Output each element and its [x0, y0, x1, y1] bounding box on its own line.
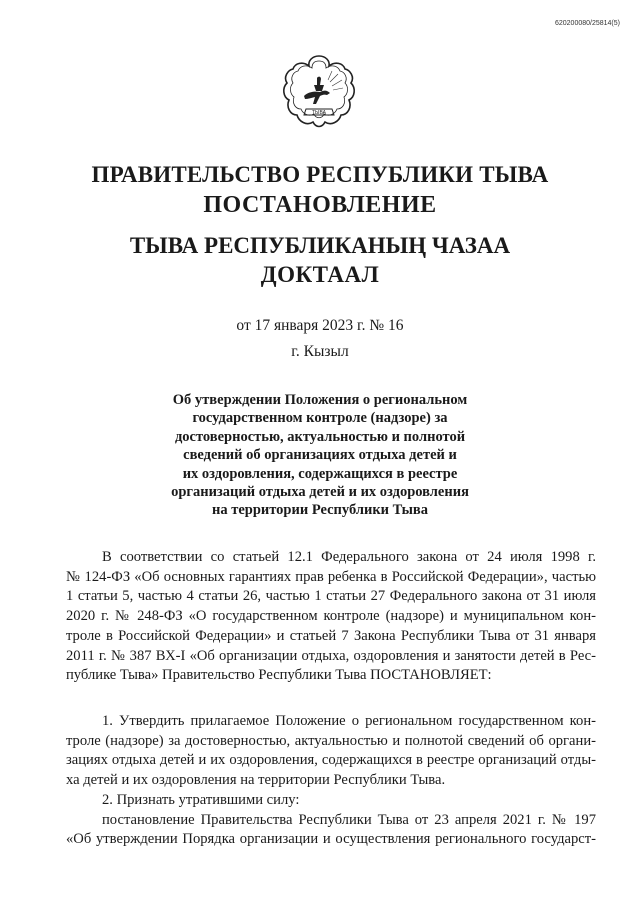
text-line: «Об утверждении Порядка организации и осуществления регионального государст- — [66, 831, 596, 848]
text-line: № 124-ФЗ «Об основных гарантиях прав ребенка в Российской Федерации», частью — [66, 568, 596, 585]
tuva-coat-of-arms-icon — [280, 52, 358, 132]
title-line: Об утверждении Положения о региональном — [172, 392, 468, 408]
text-line: троле в Российской Федерации» и статьей 7 Закона Республики Тыва от 31 января — [66, 627, 596, 644]
title-line: организаций отдыха детей и их оздоровления — [171, 484, 469, 501]
title-line: государственном контроле (надзоре) за — [192, 410, 448, 427]
text-line: троле (надзоре) за достоверностью, актуальностью и полнотой сведений об органи- — [66, 732, 596, 749]
document-title — [150, 391, 490, 520]
document-type-ru: ПОСТАНОВЛЕНИЕ — [203, 192, 437, 218]
title-line: достоверностью, актуальностью и полнотой — [174, 428, 466, 445]
text-line: 2020 г. № 248-ФЗ «О государственном контроле (надзоре) и муниципальном кон- — [66, 608, 596, 625]
document-city: г. Кызыл — [291, 343, 349, 360]
text-line: 1 статьи 5, частью 4 статьи 26, частью 1 статьи 27 Федерального закона от 31 июля — [66, 588, 596, 605]
text-line: зациях отдыха детей и их оздоровления, содержащихся в реестре организаций отды- — [66, 752, 596, 769]
document-type-tv: ДОКТААЛ — [260, 262, 380, 287]
text-line: 2011 г. № 387 ВХ-I «Об организации отдыха, оздоровления и занятости детей в Рес- — [66, 647, 596, 664]
government-name-ru: ПРАВИТЕЛЬСТВО РЕСПУБЛИКИ ТЫВА — [91, 162, 549, 187]
title-line: сведений об организациях отдыха детей и — [183, 447, 457, 464]
text-line: постановление Правительства Республики Тыва от 23 апреля 2021 г. № 197 — [102, 811, 596, 828]
text-line: 1. Утвердить прилагаемое Положение о региональном государственном кон- — [102, 713, 596, 729]
preamble-paragraph — [66, 548, 596, 686]
document-date-number: от 17 января 2023 г. № 16 — [236, 317, 404, 334]
title-line: на территории Республики Тыва — [211, 502, 429, 519]
text-line: ха детей и их оздоровления на территории Республики Тыва. — [66, 772, 446, 789]
page-id: 620200080/25814(5) — [554, 20, 620, 27]
clauses-section — [66, 712, 596, 850]
text-line: публике Тыва» Правительство Республики Тыва ПОСТАНОВЛЯЕТ: — [66, 667, 492, 684]
title-line: их оздоровления, содержащихся в реестре — [182, 465, 458, 482]
emblem-ribbon-text: ТЫВА — [312, 110, 326, 116]
text-line: 2. Признать утратившими силу: — [102, 791, 300, 808]
government-name-tv: ТЫВА РЕСПУБЛИКАНЫҢ ЧАЗАА — [129, 233, 511, 258]
text-line: В соответствии со статьей 12.1 Федерального закона от 24 июля 1998 г. — [102, 549, 596, 565]
